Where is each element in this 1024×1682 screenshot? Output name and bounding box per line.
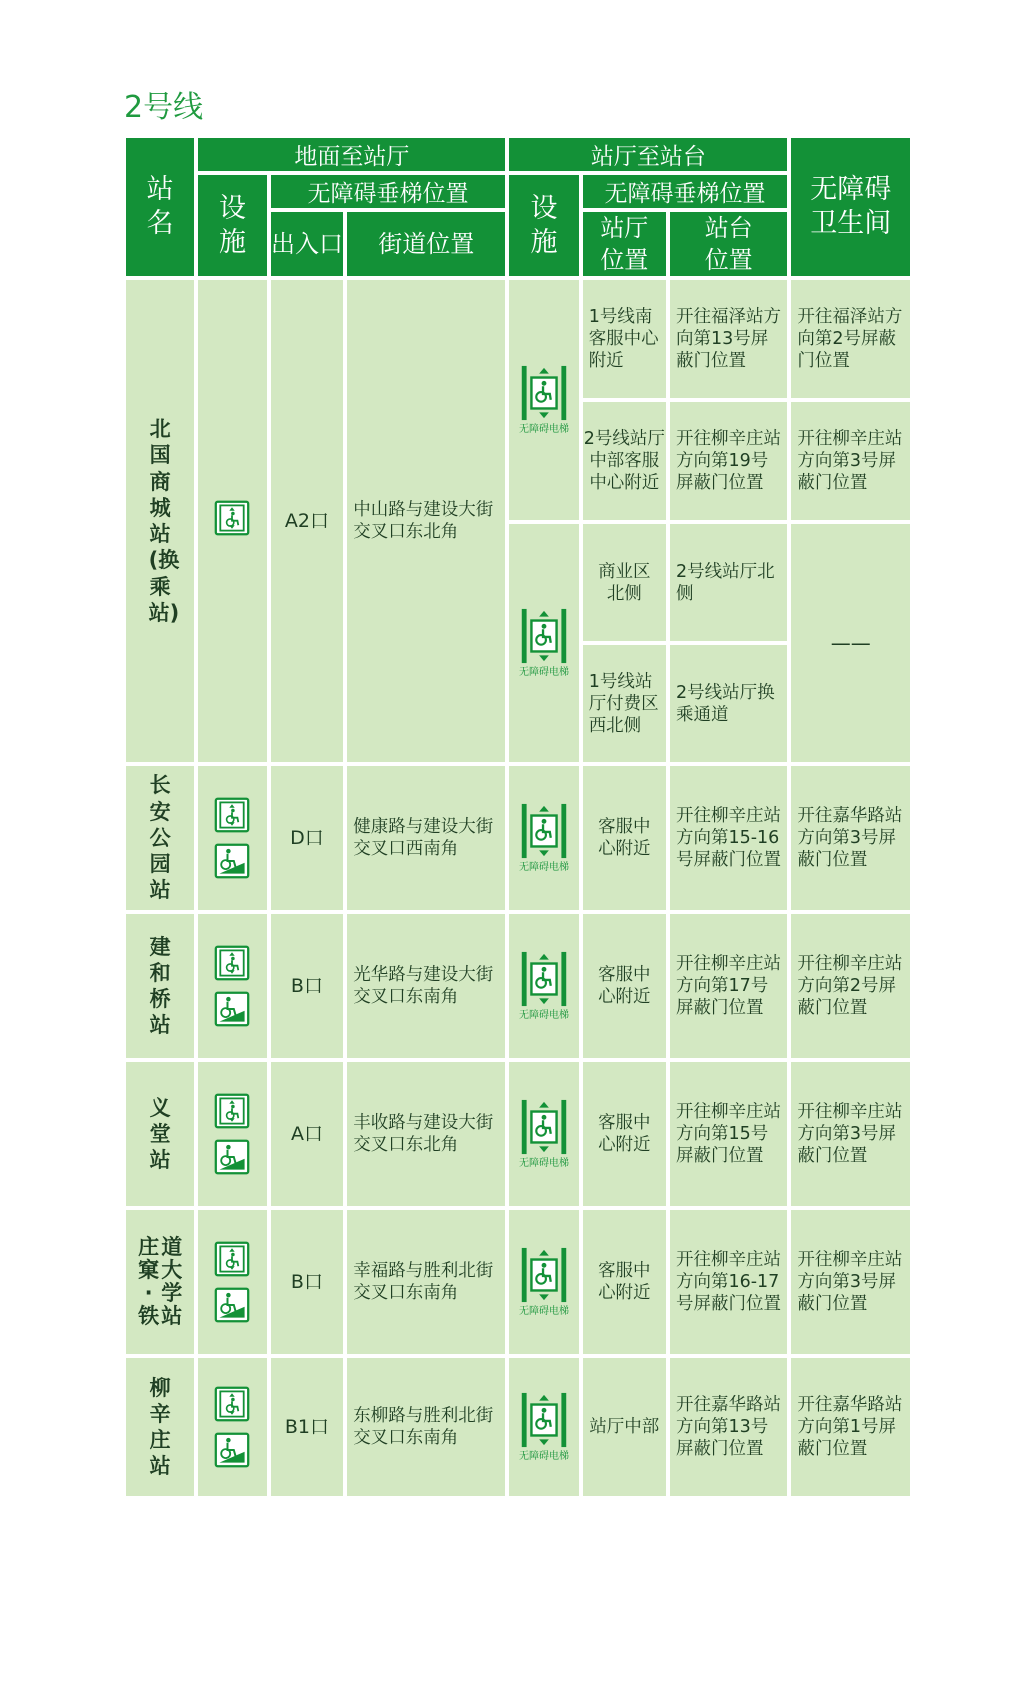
- table-row: [126, 1358, 910, 1496]
- facility-cell: [198, 1062, 266, 1206]
- facility-cell: [198, 914, 266, 1058]
- accessible-elevator-icon: [519, 802, 569, 860]
- platform-cell: 开往嘉华路站方向第13号屏蔽门位置: [670, 1358, 787, 1496]
- toilet-cell: 开往福泽站方向第2号屏蔽门位置: [791, 280, 910, 398]
- elevator-label: 无障碍电梯: [518, 424, 569, 435]
- street-cell: 东柳路与胜利北街交叉口东南角: [347, 1358, 505, 1496]
- platform-cell: 开往柳辛庄站方向第19号屏蔽门位置: [670, 402, 787, 520]
- accessible-elevator-icon: [519, 607, 569, 665]
- table-row: [126, 1062, 910, 1206]
- station-name: 建和桥站: [126, 914, 194, 1058]
- toilet-cell: 开往柳辛庄站方向第3号屏蔽门位置: [791, 1210, 910, 1354]
- header-elevator-location: 无障碍垂梯位置: [271, 175, 506, 208]
- toilet-cell: 开往嘉华路站方向第1号屏蔽门位置: [791, 1358, 910, 1496]
- facility-cell: [198, 1358, 266, 1496]
- entrance-cell: A口: [271, 1062, 344, 1206]
- header-accessible-toilet: 无障碍卫生间: [791, 138, 910, 276]
- accessibility-table: [122, 134, 914, 1500]
- entrance-cell: B1口: [271, 1358, 344, 1496]
- platform-cell: 2号线站厅北侧: [670, 524, 787, 641]
- street-cell: 中山路与建设大街交叉口东北角: [347, 280, 505, 762]
- street-cell: 丰收路与建设大街交叉口东北角: [347, 1062, 505, 1206]
- hall-cell: 2号线站厅中部客服中心附近: [583, 402, 666, 520]
- table-row: [126, 1210, 910, 1354]
- accessible-elevator-icon: [519, 1246, 569, 1304]
- toilet-cell: 开往柳辛庄站方向第3号屏蔽门位置: [791, 402, 910, 520]
- facility-cell: [198, 1210, 266, 1354]
- hall-cell: 1号线南客服中心附近: [583, 280, 666, 398]
- header-hall-location: 站厅位置: [583, 212, 666, 276]
- street-cell: 光华路与建设大街交叉口东南角: [347, 914, 505, 1058]
- ramp-icon: [214, 843, 250, 879]
- header-facility-2: 设施: [509, 175, 578, 276]
- ramp-icon: [214, 1287, 250, 1323]
- toilet-cell: 开往嘉华路站方向第3号屏蔽门位置: [791, 766, 910, 910]
- table-row: [126, 766, 910, 910]
- toilet-cell: 开往柳辛庄站方向第3号屏蔽门位置: [791, 1062, 910, 1206]
- platform-cell: 开往柳辛庄站方向第15号屏蔽门位置: [670, 1062, 787, 1206]
- elevator-cell: [509, 524, 578, 762]
- entrance-cell: D口: [271, 766, 344, 910]
- platform-cell: 2号线站厅换乘通道: [670, 645, 787, 762]
- header-entrance: 出入口: [271, 212, 344, 276]
- platform-cell: 开往柳辛庄站方向第17号屏蔽门位置: [670, 914, 787, 1058]
- hall-cell: 客服中心附近: [583, 914, 666, 1058]
- table-row: [126, 914, 910, 1058]
- header-street-location: 街道位置: [347, 212, 505, 276]
- facility-cell: [198, 766, 266, 910]
- header-station: 站名: [126, 138, 194, 276]
- hall-cell: 站厅中部: [583, 1358, 666, 1496]
- elevator-cell: [509, 766, 578, 910]
- ramp-icon: [214, 991, 250, 1027]
- station-name: 长安公园站: [126, 766, 194, 910]
- street-cell: 幸福路与胜利北街交叉口东南角: [347, 1210, 505, 1354]
- street-cell: 健康路与建设大街交叉口西南角: [347, 766, 505, 910]
- elevator-label: 无障碍电梯: [518, 1158, 569, 1169]
- elevator-icon: [214, 1093, 250, 1129]
- accessible-elevator-icon: [519, 950, 569, 1008]
- facility-cell: [198, 280, 266, 762]
- header-ground-to-hall: 地面至站厅: [198, 138, 505, 171]
- elevator-label: 无障碍电梯: [518, 1451, 569, 1462]
- platform-cell: 开往福泽站方向第13号屏蔽门位置: [670, 280, 787, 398]
- accessible-elevator-icon: [519, 364, 569, 422]
- entrance-cell: B口: [271, 914, 344, 1058]
- ramp-icon: [214, 1139, 250, 1175]
- elevator-cell: [509, 1062, 578, 1206]
- platform-cell: 开往柳辛庄站方向第15-16号屏蔽门位置: [670, 766, 787, 910]
- elevator-label: 无障碍电梯: [518, 862, 569, 873]
- table-row: [126, 280, 910, 398]
- toilet-cell: ——: [791, 524, 910, 762]
- hall-cell: 商业区北侧: [583, 524, 666, 641]
- elevator-icon: [214, 1386, 250, 1422]
- elevator-label: 无障碍电梯: [518, 667, 569, 678]
- header-facility: 设施: [198, 175, 266, 276]
- elevator-label: 无障碍电梯: [518, 1306, 569, 1317]
- header-elevator-location-2: 无障碍垂梯位置: [583, 175, 788, 208]
- elevator-cell: [509, 1210, 578, 1354]
- elevator-cell: [509, 1358, 578, 1496]
- elevator-cell: [509, 280, 578, 520]
- hall-cell: 1号线站厅付费区西北侧: [583, 645, 666, 762]
- entrance-cell: B口: [271, 1210, 344, 1354]
- page-title: 2号线: [124, 90, 204, 125]
- elevator-icon: [214, 945, 250, 981]
- platform-cell: 开往柳辛庄站方向第16-17号屏蔽门位置: [670, 1210, 787, 1354]
- hall-cell: 客服中心附近: [583, 1210, 666, 1354]
- hall-cell: 客服中心附近: [583, 766, 666, 910]
- elevator-icon: [214, 797, 250, 833]
- station-name: 义堂站: [126, 1062, 194, 1206]
- accessible-elevator-icon: [519, 1098, 569, 1156]
- toilet-cell: 开往柳辛庄站方向第2号屏蔽门位置: [791, 914, 910, 1058]
- elevator-label: 无障碍电梯: [518, 1010, 569, 1021]
- elevator-icon: [214, 500, 250, 536]
- header-hall-to-platform: 站厅至站台: [509, 138, 787, 171]
- hall-cell: 客服中心附近: [583, 1062, 666, 1206]
- station-name: 庄窠·铁道大学站: [126, 1210, 194, 1354]
- elevator-cell: [509, 914, 578, 1058]
- station-name: 北国商城站(换乘站): [126, 280, 194, 762]
- accessible-elevator-icon: [519, 1391, 569, 1449]
- entrance-cell: A2口: [271, 280, 344, 762]
- elevator-icon: [214, 1241, 250, 1277]
- header-platform-location: 站台位置: [670, 212, 787, 276]
- ramp-icon: [214, 1432, 250, 1468]
- station-name: 柳辛庄站: [126, 1358, 194, 1496]
